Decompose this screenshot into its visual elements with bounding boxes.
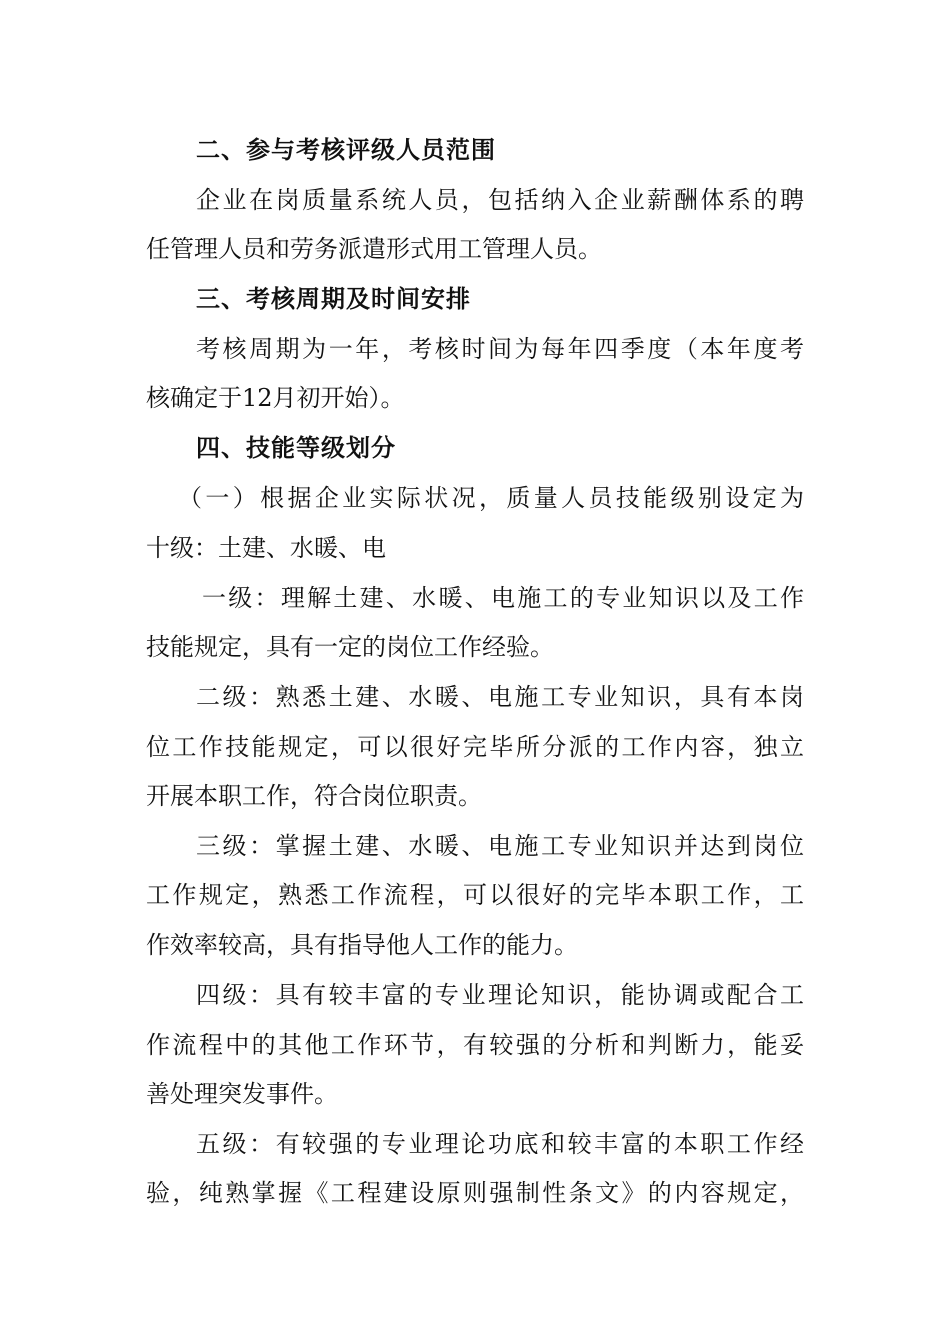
level-line: 二级：熟悉土建、水暖、电施工专业知识，具有本岗 [196, 683, 804, 711]
paragraph-line: 任管理人员和劳务派遣形式用工管理人员。 [146, 235, 602, 263]
level-line: 工作规定，熟悉工作流程，可以很好的完毕本职工作，工 [146, 881, 804, 909]
level-line: 技能规定，具有一定的岗位工作经验。 [146, 633, 554, 661]
paragraph-line: 考核周期为一年，考核时间为每年四季度（本年度考 [196, 335, 804, 363]
level-line: 三级：掌握土建、水暖、电施工专业知识并达到岗位 [196, 832, 804, 860]
level-line: 验，纯熟掌握《工程建设原则强制性条文》的内容规定， [146, 1179, 804, 1207]
level-line: 开展本职工作，符合岗位职责。 [146, 782, 482, 810]
section-heading: 二、参与考核评级人员范围 [196, 136, 496, 164]
level-line: 五级：有较强的专业理论功底和较丰富的本职工作经 [196, 1130, 804, 1158]
paragraph-line: （一）根据企业实际状况，质量人员技能级别设定为 [178, 484, 804, 512]
paragraph-line: 十级：土建、水暖、电 [146, 534, 386, 562]
level-line: 位工作技能规定，可以很好完毕所分派的工作内容，独立 [146, 733, 804, 761]
level-line: 作流程中的其他工作环节，有较强的分析和判断力，能妥 [146, 1031, 804, 1059]
level-line: 善处理突发事件。 [146, 1080, 338, 1108]
section-heading: 四、技能等级划分 [196, 434, 396, 462]
paragraph-line: 企业在岗质量系统人员，包括纳入企业薪酬体系的聘 [196, 186, 804, 214]
level-line: 作效率较高，具有指导他人工作的能力。 [146, 931, 578, 959]
level-line: 一级：理解土建、水暖、电施工的专业知识以及工作 [202, 584, 804, 612]
level-line: 四级：具有较丰富的专业理论知识，能协调或配合工 [196, 981, 804, 1009]
paragraph-line: 核确定于12月初开始）。 [146, 384, 405, 412]
section-heading: 三、考核周期及时间安排 [196, 285, 471, 313]
